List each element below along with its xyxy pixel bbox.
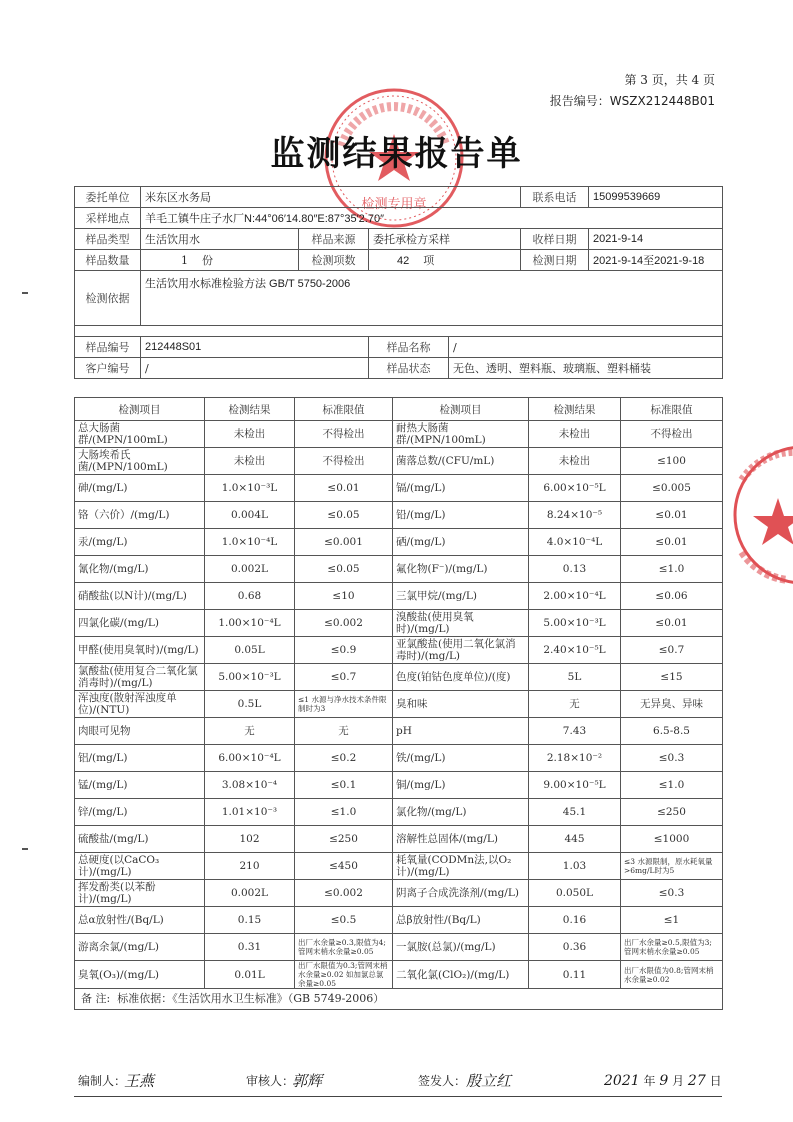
item-result: 0.11 [529, 961, 621, 989]
table-row [75, 556, 723, 583]
item-limit: 出厂水余量≥0.5,限值为3;管网末梢水余量≥0.05 [621, 934, 723, 961]
col-header: 检测项目 [75, 398, 205, 421]
item-name: 臭氧(O₃)/(mg/L) [75, 961, 205, 989]
item-limit: ≤0.9 [295, 637, 393, 664]
item-result: 未检出 [205, 448, 295, 475]
item-limit: ≤1 [621, 907, 723, 934]
item-result: 0.16 [529, 907, 621, 934]
item-result: 1.0×10⁻⁴L [205, 529, 295, 556]
report-number: WSZX212448B01 [609, 94, 715, 108]
sample-name: / [449, 337, 723, 358]
sample-type: 生活饮用水 [141, 229, 299, 250]
item-limit: ≤450 [295, 853, 393, 880]
sample-id: 212448S01 [141, 337, 369, 358]
item-limit: ≤0.01 [295, 475, 393, 502]
item-limit: ≤1.0 [621, 556, 723, 583]
item-result: 1.03 [529, 853, 621, 880]
item-name: 镉/(mg/L) [393, 475, 529, 502]
sample-source: 委托承检方采样 [369, 229, 521, 250]
item-result: 0.15 [205, 907, 295, 934]
item-name: 锌/(mg/L) [75, 799, 205, 826]
items-count-unit: 项 [423, 254, 435, 267]
sample-qty-number: 1 [181, 254, 188, 267]
results-header-row [75, 398, 723, 421]
col-header: 检测结果 [529, 398, 621, 421]
item-result: 102 [205, 826, 295, 853]
scan-mark [22, 292, 28, 294]
item-result: 0.050L [529, 880, 621, 907]
sign-date [604, 1072, 722, 1089]
item-name: 溴酸盐(使用臭氧时)/(mg/L) [393, 610, 529, 637]
item-limit: ≤0.01 [621, 610, 723, 637]
item-limit: ≤0.2 [295, 745, 393, 772]
note-cell [75, 989, 723, 1010]
item-result: 1.0×10⁻³L [205, 475, 295, 502]
item-limit: ≤0.005 [621, 475, 723, 502]
table-row [75, 826, 723, 853]
item-result: 4.0×10⁻⁴L [529, 529, 621, 556]
item-limit: ≤0.1 [295, 772, 393, 799]
item-result: 9.00×10⁻⁵L [529, 772, 621, 799]
item-limit: 不得检出 [295, 421, 393, 448]
sample-qty [141, 250, 299, 271]
item-name: 耐热大肠菌群/(MPN/100mL) [393, 421, 529, 448]
item-result: 0.002L [205, 556, 295, 583]
item-limit: ≤250 [621, 799, 723, 826]
test-date: 2021-9-14至2021-9-18 [589, 250, 723, 271]
date-day: 27 [687, 1073, 706, 1089]
item-result: 0.31 [205, 934, 295, 961]
phone-label: 联系电话 [521, 187, 589, 208]
item-limit: ≤1 水源与净水技术条件限制时为3 [295, 691, 393, 718]
item-name: 阴离子合成洗涤剂/(mg/L) [393, 880, 529, 907]
item-limit: 无 [295, 718, 393, 745]
item-limit: ≤0.01 [621, 529, 723, 556]
items-count-number: 42 [397, 255, 410, 267]
bottom-divider [74, 1096, 722, 1097]
table-row [75, 880, 723, 907]
item-name: 铁/(mg/L) [393, 745, 529, 772]
item-result: 445 [529, 826, 621, 853]
item-name: 一氯胺(总氯)/(mg/L) [393, 934, 529, 961]
compiler-signature: 王燕 [124, 1072, 155, 1090]
note-text: 标准依据：《生活饮用水卫生标准》（GB 5749-2006） [117, 992, 385, 1005]
item-name: 锰/(mg/L) [75, 772, 205, 799]
date-month-unit: 月 [672, 1074, 685, 1088]
basis: 生活饮用水标准检验方法 GB/T 5750-2006 [141, 271, 723, 326]
item-limit: ≤0.7 [295, 664, 393, 691]
sampling-site: 羊毛工镇牛庄子水厂N:44°06′14.80″E:87°35′2.70″ [141, 208, 723, 229]
item-result: 210 [205, 853, 295, 880]
item-limit: 不得检出 [295, 448, 393, 475]
item-limit: ≤0.002 [295, 880, 393, 907]
reviewer-signature: 郭辉 [292, 1072, 323, 1090]
col-header: 标准限值 [621, 398, 723, 421]
item-name: 铜/(mg/L) [393, 772, 529, 799]
item-limit: 不得检出 [621, 421, 723, 448]
table-row [75, 610, 723, 637]
item-name: 氯酸盐(使用复合二氧化氯消毒时)/(mg/L) [75, 664, 205, 691]
compiler-label: 编制人： [78, 1074, 127, 1088]
item-name: 总硬度(以CaCO₃计)/(mg/L) [75, 853, 205, 880]
item-name: 甲醛(使用臭氧时)/(mg/L) [75, 637, 205, 664]
item-result: 0.68 [205, 583, 295, 610]
item-name: 挥发酚类(以苯酚计)/(mg/L) [75, 880, 205, 907]
page-number: 第 3 页，共 4 页 [624, 73, 715, 87]
sample-source-label: 样品来源 [299, 229, 369, 250]
scan-mark [22, 848, 28, 850]
report-title: 监测结果报告单 [270, 134, 523, 174]
signature-row [74, 1072, 722, 1096]
table-row [75, 448, 723, 475]
table-row [75, 745, 723, 772]
item-result: 2.40×10⁻⁵L [529, 637, 621, 664]
item-result: 无 [529, 691, 621, 718]
customer-id-label: 客户编号 [75, 358, 141, 379]
item-result: 2.18×10⁻² [529, 745, 621, 772]
note-label: 备 注: [81, 992, 111, 1005]
item-result: 2.00×10⁻⁴L [529, 583, 621, 610]
item-limit: ≤0.01 [621, 502, 723, 529]
table-row [75, 934, 723, 961]
phone: 15099539669 [589, 187, 723, 208]
seal-text: 检测专用章 [361, 197, 427, 212]
table-row [75, 691, 723, 718]
spacer-row [75, 326, 723, 337]
item-result: 未检出 [205, 421, 295, 448]
receive-date-label: 收样日期 [521, 229, 589, 250]
item-name: 浑浊度(散射浑浊度单位)/(NTU) [75, 691, 205, 718]
item-limit: 6.5-8.5 [621, 718, 723, 745]
item-result: 8.24×10⁻⁵ [529, 502, 621, 529]
reviewer-label: 审核人： [246, 1074, 295, 1088]
date-month: 9 [659, 1073, 669, 1089]
item-limit: ≤0.3 [621, 880, 723, 907]
item-result: 0.002L [205, 880, 295, 907]
item-name: 硫酸盐/(mg/L) [75, 826, 205, 853]
table-row [75, 799, 723, 826]
item-name: 总α放射性/(Bq/L) [75, 907, 205, 934]
item-name: 氯化物/(mg/L) [393, 799, 529, 826]
issuer-signature: 殷立红 [466, 1072, 512, 1090]
item-limit: ≤0.002 [295, 610, 393, 637]
col-header: 标准限值 [295, 398, 393, 421]
sampling-site-label: 采样地点 [75, 208, 141, 229]
table-row [75, 961, 723, 989]
issuer-label: 签发人： [418, 1074, 467, 1088]
item-limit: ≤1.0 [621, 772, 723, 799]
item-result: 未检出 [529, 421, 621, 448]
edge-seal-icon [728, 440, 793, 590]
item-limit: 出厂水限值为0.3;管网末梢水余量≥0.02 如加氯总氯余量≥0.05 [295, 961, 393, 989]
items-count [369, 250, 521, 271]
item-result: 3.08×10⁻⁴ [205, 772, 295, 799]
item-result: 无 [205, 718, 295, 745]
item-name: 游离余氯/(mg/L) [75, 934, 205, 961]
item-name: 二氧化氯(ClO₂)/(mg/L) [393, 961, 529, 989]
item-name: 臭和味 [393, 691, 529, 718]
item-name: 总大肠菌群/(MPN/100mL) [75, 421, 205, 448]
item-limit: ≤1000 [621, 826, 723, 853]
item-name: 汞/(mg/L) [75, 529, 205, 556]
item-result: 5.00×10⁻³L [529, 610, 621, 637]
item-name: 菌落总数/(CFU/mL) [393, 448, 529, 475]
item-limit: ≤0.05 [295, 502, 393, 529]
item-name: 砷/(mg/L) [75, 475, 205, 502]
sample-name-label: 样品名称 [369, 337, 449, 358]
item-result: 45.1 [529, 799, 621, 826]
table-row [75, 907, 723, 934]
report-number-label: 报告编号： [549, 94, 610, 108]
results-table [74, 397, 723, 1010]
item-limit: ≤0.06 [621, 583, 723, 610]
item-name: 氰化物/(mg/L) [75, 556, 205, 583]
item-result: 0.36 [529, 934, 621, 961]
sample-type-label: 样品类型 [75, 229, 141, 250]
sample-state: 无色、透明、塑料瓶、玻璃瓶、塑料桶装 [449, 358, 723, 379]
items-count-label: 检测项数 [299, 250, 369, 271]
item-name: 铝/(mg/L) [75, 745, 205, 772]
item-name: 溶解性总固体/(mg/L) [393, 826, 529, 853]
item-name: 大肠埃希氏菌/(MPN/100mL) [75, 448, 205, 475]
item-limit: ≤250 [295, 826, 393, 853]
table-row [75, 421, 723, 448]
table-row [75, 583, 723, 610]
item-name: 铬（六价）/(mg/L) [75, 502, 205, 529]
basis-label: 检测依据 [75, 271, 141, 326]
date-year: 2021 [604, 1073, 640, 1089]
item-limit: ≤3 水源限制，原水耗氧量>6mg/L时为5 [621, 853, 723, 880]
item-name: 色度(铂钴色度单位)/(度) [393, 664, 529, 691]
receive-date: 2021-9-14 [589, 229, 723, 250]
item-result: 6.00×10⁻⁴L [205, 745, 295, 772]
report-number-line [550, 91, 715, 112]
item-limit: ≤0.3 [621, 745, 723, 772]
item-name: 亚氯酸盐(使用二氧化氯消毒时)/(mg/L) [393, 637, 529, 664]
table-row [75, 853, 723, 880]
entrusting-unit-label: 委托单位 [75, 187, 141, 208]
item-result: 5.00×10⁻³L [205, 664, 295, 691]
item-name: 四氯化碳/(mg/L) [75, 610, 205, 637]
item-result: 5L [529, 664, 621, 691]
item-result: 7.43 [529, 718, 621, 745]
date-day-unit: 日 [709, 1074, 722, 1088]
item-name: 硒/(mg/L) [393, 529, 529, 556]
item-result: 未检出 [529, 448, 621, 475]
note-row [75, 989, 723, 1010]
item-result: 6.00×10⁻⁵L [529, 475, 621, 502]
item-name: 三氯甲烷/(mg/L) [393, 583, 529, 610]
customer-id: / [141, 358, 369, 379]
date-year-unit: 年 [643, 1074, 656, 1088]
table-row [75, 664, 723, 691]
item-name: 硝酸盐(以N计)/(mg/L) [75, 583, 205, 610]
item-limit: ≤1.0 [295, 799, 393, 826]
item-result: 0.5L [205, 691, 295, 718]
sample-qty-unit: 份 [202, 254, 213, 267]
item-limit: 无异臭、异味 [621, 691, 723, 718]
item-result: 0.004L [205, 502, 295, 529]
item-name: 氟化物(F⁻)/(mg/L) [393, 556, 529, 583]
sample-qty-label: 样品数量 [75, 250, 141, 271]
entrusting-unit: 米东区水务局 [141, 187, 521, 208]
col-header: 检测结果 [205, 398, 295, 421]
item-name: pH [393, 718, 529, 745]
item-result: 0.13 [529, 556, 621, 583]
results-body [75, 421, 723, 989]
item-name: 总β放射性/(Bq/L) [393, 907, 529, 934]
item-limit: ≤10 [295, 583, 393, 610]
sample-id-label: 样品编号 [75, 337, 141, 358]
item-name: 耗氧量(CODMn法,以O₂计)/(mg/L) [393, 853, 529, 880]
item-result: 0.01L [205, 961, 295, 989]
item-limit: ≤0.7 [621, 637, 723, 664]
item-limit: ≤0.05 [295, 556, 393, 583]
table-row [75, 772, 723, 799]
table-row [75, 637, 723, 664]
item-limit: 出厂水余量≥0.3,限值为4;管网末梢水余量≥0.05 [295, 934, 393, 961]
col-header: 检测项目 [393, 398, 529, 421]
item-result: 1.01×10⁻³ [205, 799, 295, 826]
item-result: 1.00×10⁻⁴L [205, 610, 295, 637]
item-name: 铅/(mg/L) [393, 502, 529, 529]
table-row [75, 718, 723, 745]
item-limit: ≤0.5 [295, 907, 393, 934]
item-limit: 出厂水限值为0.8;管网末梢水余量≥0.02 [621, 961, 723, 989]
item-limit: ≤0.001 [295, 529, 393, 556]
table-row [75, 502, 723, 529]
table-row [75, 475, 723, 502]
test-date-label: 检测日期 [521, 250, 589, 271]
item-name: 肉眼可见物 [75, 718, 205, 745]
sample-state-label: 样品状态 [369, 358, 449, 379]
item-result: 0.05L [205, 637, 295, 664]
table-row [75, 529, 723, 556]
item-limit: ≤100 [621, 448, 723, 475]
sample-info-table [74, 186, 723, 379]
item-limit: ≤15 [621, 664, 723, 691]
page-info [550, 70, 715, 112]
